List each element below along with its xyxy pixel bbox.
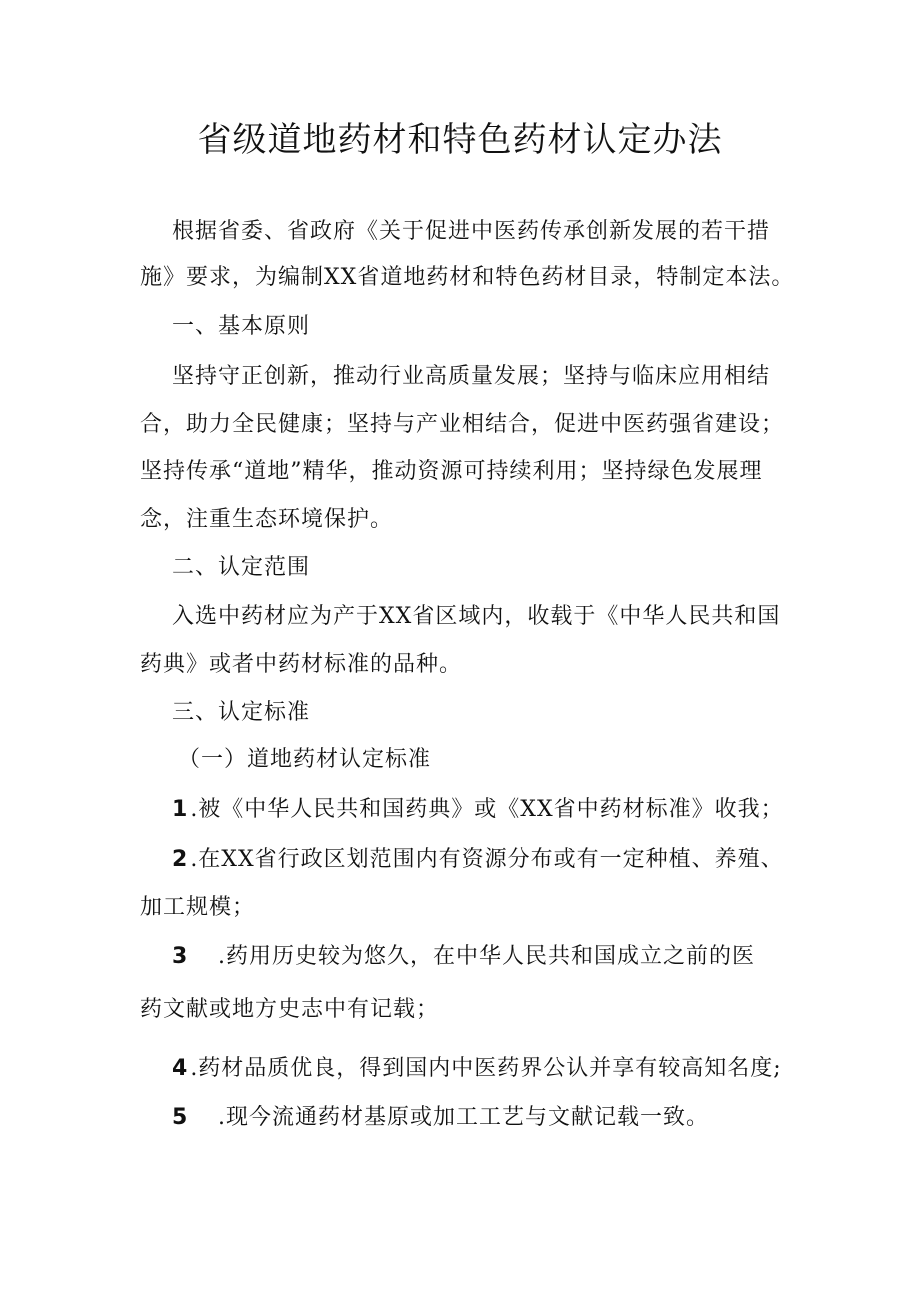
item-text: .被《中华人民共和国药典》或《XX省中药材标准》收我； — [190, 797, 784, 822]
standard-item-2-continued: 加工规模； — [140, 895, 256, 920]
standard-item-4 — [172, 1054, 782, 1084]
standard-item-1 — [172, 795, 784, 825]
section-3-subheading: （一）道地药材认定标准 — [178, 747, 432, 772]
section-1-heading: 一、基本原则 — [172, 314, 311, 339]
item-text: .药用历史较为悠久，在中华人民共和国成立之前的医 — [218, 944, 755, 969]
item-number: 5 — [172, 1105, 189, 1130]
standard-item-3-continued: 药文献或地方史志中有记载； — [140, 997, 440, 1022]
item-number: 3 — [172, 944, 189, 969]
section-1-line-3: 坚持传承“道地”精华，推动资源可持续利用；坚持绿色发展理 — [140, 459, 763, 484]
section-1-line-4: 念，注重生态环境保护。 — [140, 507, 394, 532]
item-number: 4 — [172, 1056, 189, 1081]
section-1-line-2: 合，助力全民健康；坚持与产业相结合，促进中医药强省建设； — [140, 412, 785, 437]
intro-line-1: 根据省委、省政府《关于促进中医药传承创新发展的若干措 — [172, 219, 771, 244]
intro-line-2: 施》要求，为编制XX省道地药材和特色药材目录，特制定本法。 — [140, 265, 795, 290]
standard-item-5 — [172, 1103, 709, 1133]
item-text: .药材品质优良，得到国内中医药界公认并享有较高知名度; — [190, 1056, 782, 1081]
item-text: .在XX省行政区划范围内有资源分布或有一定种植、养殖、 — [190, 847, 784, 872]
section-2-line-1: 入选中药材应为产于XX省区域内，收载于《中华人民共和国 — [172, 604, 781, 629]
item-text: .现今流通药材基原或加工工艺与文献记载一致。 — [218, 1105, 709, 1130]
standard-item-3 — [172, 942, 755, 972]
section-2-line-2: 药典》或者中药材标准的品种。 — [140, 652, 463, 677]
section-3-heading: 三、认定标准 — [172, 700, 311, 725]
item-number: 2 — [172, 847, 189, 872]
section-1-line-1: 坚持守正创新，推动行业高质量发展；坚持与临床应用相结 — [172, 364, 771, 389]
document-title: 省级道地药材和特色药材认定办法 — [197, 120, 723, 160]
standard-item-2 — [172, 845, 784, 875]
section-2-heading: 二、认定范围 — [172, 555, 311, 580]
item-number: 1 — [172, 797, 189, 822]
